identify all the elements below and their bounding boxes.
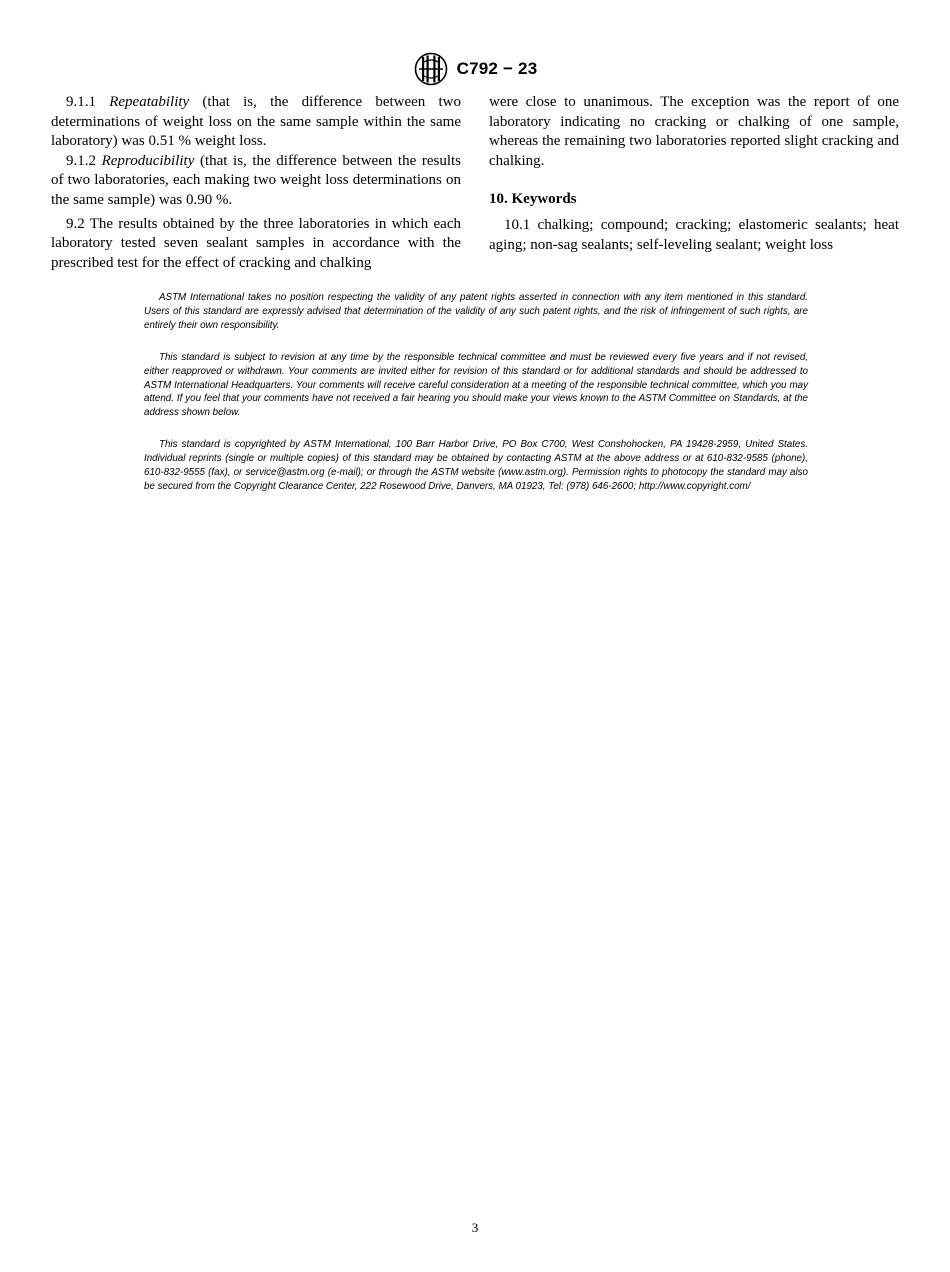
paragraph-9-2-continued: were close to unanimous. The exception was the report of one laboratory indicating no cracking or chalking of one sample, whereas the remaining two laboratories reported slight cracking and chalking. (489, 94, 899, 169)
page-number: 3 (471, 1220, 479, 1235)
paragraph-number: 9.1.2 (66, 152, 96, 169)
paragraph-9-1-1 (51, 93, 461, 152)
legal-notices (144, 291, 808, 494)
revision-notice: This standard is subject to revision at any time by the responsible technical committee and must be reviewed every five years and if not revised, either reapproved or withdrawn. Your comments are invited either for revision of this standard or for additional standards and should be addressed to ASTM International Headquarters. Your comments will receive careful consideration at a meeting of the responsible technical committee, which you may attend. If you feel that your comments have not received a fair hearing you should make your views known to the ASTM Committee on Standards, at the address shown below. (144, 351, 808, 419)
paragraph-9-2: 9.2 The results obtained by the three laboratories in which each laboratory tested seven sealant samples in accordance with the prescribed test for the effect of cracking and chalking (51, 215, 461, 271)
patent-notice: ASTM International takes no position respecting the validity of any patent rights asserted in connection with any item mentioned in this standard. Users of this standard are expressly advised that determination of the validity of any such patent rights, and the risk of infringement of such rights, are entirely their own responsibility. (144, 292, 808, 331)
page-header (0, 52, 950, 86)
paragraph-text: (that is, the difference between two determinations of weight loss on the same sample within the same laboratory) was 0.51 % weight loss. (51, 94, 462, 150)
copyright-notice: This standard is copyrighted by ASTM International, 100 Barr Harbor Drive, PO Box C700, West Conshohocken, PA 19428-2959, United States. Individual reprints (single or multiple copies) of this standard may be obtained by contacting ASTM at the above address or at 610-832-9585 (phone), 610-832-9555 (fax), or service@astm.org (e-mail); or through the ASTM website (www.astm.org). Permission rights to photocopy the standard may also be secured from the Copyright Clearance Center, 222 Rosewood Drive, Danvers, MA 01923, Tel: (978) 646-2600; http://www.copyright.com/ (144, 439, 808, 492)
paragraph-term: Reproducibility (101, 152, 195, 169)
paragraph-9-1-2 (51, 152, 461, 211)
paragraph-10-1: 10.1 chalking; compound; cracking; elastomeric sealants; heat aging; non-sag sealants; self-leveling sealant; weight loss (489, 216, 899, 253)
astm-logo-icon (413, 52, 449, 86)
right-column (489, 93, 899, 255)
paragraph-number: 9.1.1 (66, 94, 96, 110)
paragraph-text: (that is, the difference between the results of two laboratories, each making two weight loss determinations on the same sample) was 0.90 %. (51, 152, 462, 208)
section-heading-keywords: 10. Keywords (489, 191, 577, 208)
document-designation: C792 − 23 (456, 59, 538, 78)
paragraph-term: Repeatability (109, 94, 190, 110)
left-column (51, 93, 461, 273)
